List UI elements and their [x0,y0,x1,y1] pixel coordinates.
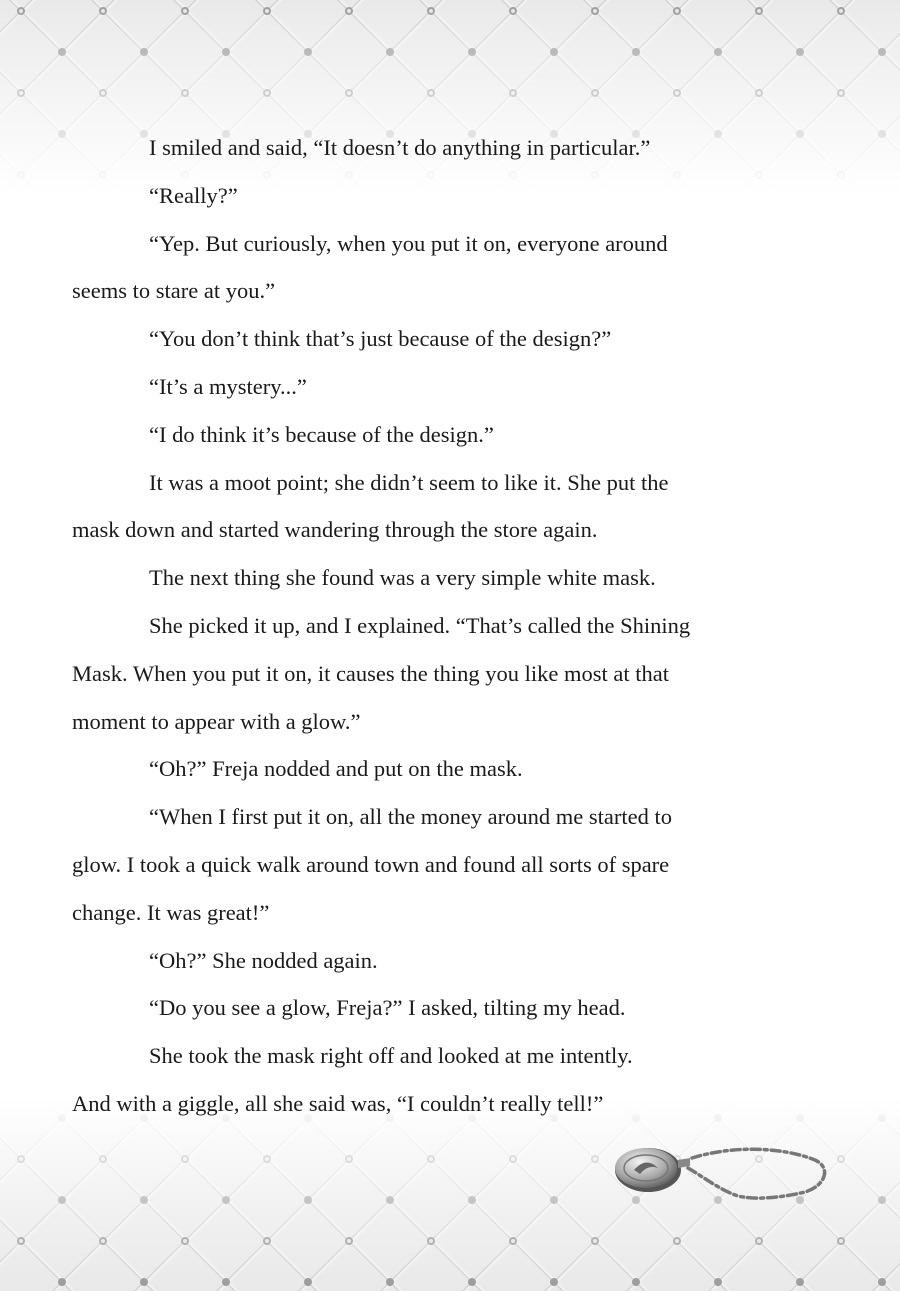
paragraph-line: “I do think it’s because of the design.” [149,421,494,447]
paragraph-line: change. It was great!” [72,899,270,925]
paragraph-line: “Yep. But curiously, when you put it on, everyone around [149,230,668,256]
paragraph-line: glow. I took a quick walk around town and found all sorts of spare [72,851,670,877]
paragraph-line: “It’s a mystery...” [149,373,307,399]
paragraph-line: I smiled and said, “It doesn’t do anything in particular.” [149,135,651,160]
paragraph-line: mask down and started wandering through the store again. [72,517,598,543]
paragraph-line: It was a moot point; she didn’t seem to like it. She put the [149,469,669,495]
paragraph-line: She took the mask right off and looked at me intently. [149,1043,633,1069]
paragraph-line: “Oh?” She nodded again. [149,947,378,973]
paragraph-line: And with a giggle, all she said was, “I couldn’t really tell!” [72,1090,604,1116]
paragraph-line: “Oh?” Freja nodded and put on the mask. [149,756,523,782]
paragraph-line: “You don’t think that’s just because of the design?” [149,326,612,352]
paragraph-line: “When I first put it on, all the money around me started to [149,804,672,830]
paragraph-line: She picked it up, and I explained. “That’s called the Shining [149,612,691,638]
paragraph-line: seems to stare at you.” [72,278,276,304]
paragraph-line: “Do you see a glow, Freja?” I asked, tilting my head. [149,995,626,1021]
paragraph-line: Mask. When you put it on, it causes the thing you like most at that [72,660,670,686]
page-body-text [72,124,792,1128]
paragraph-line: The next thing she found was a very simple white mask. [149,565,656,591]
pocket-watch-pendant-icon [610,1138,840,1208]
paragraph-line: “Really?” [149,182,238,208]
paragraph-line: moment to appear with a glow.” [72,708,361,734]
